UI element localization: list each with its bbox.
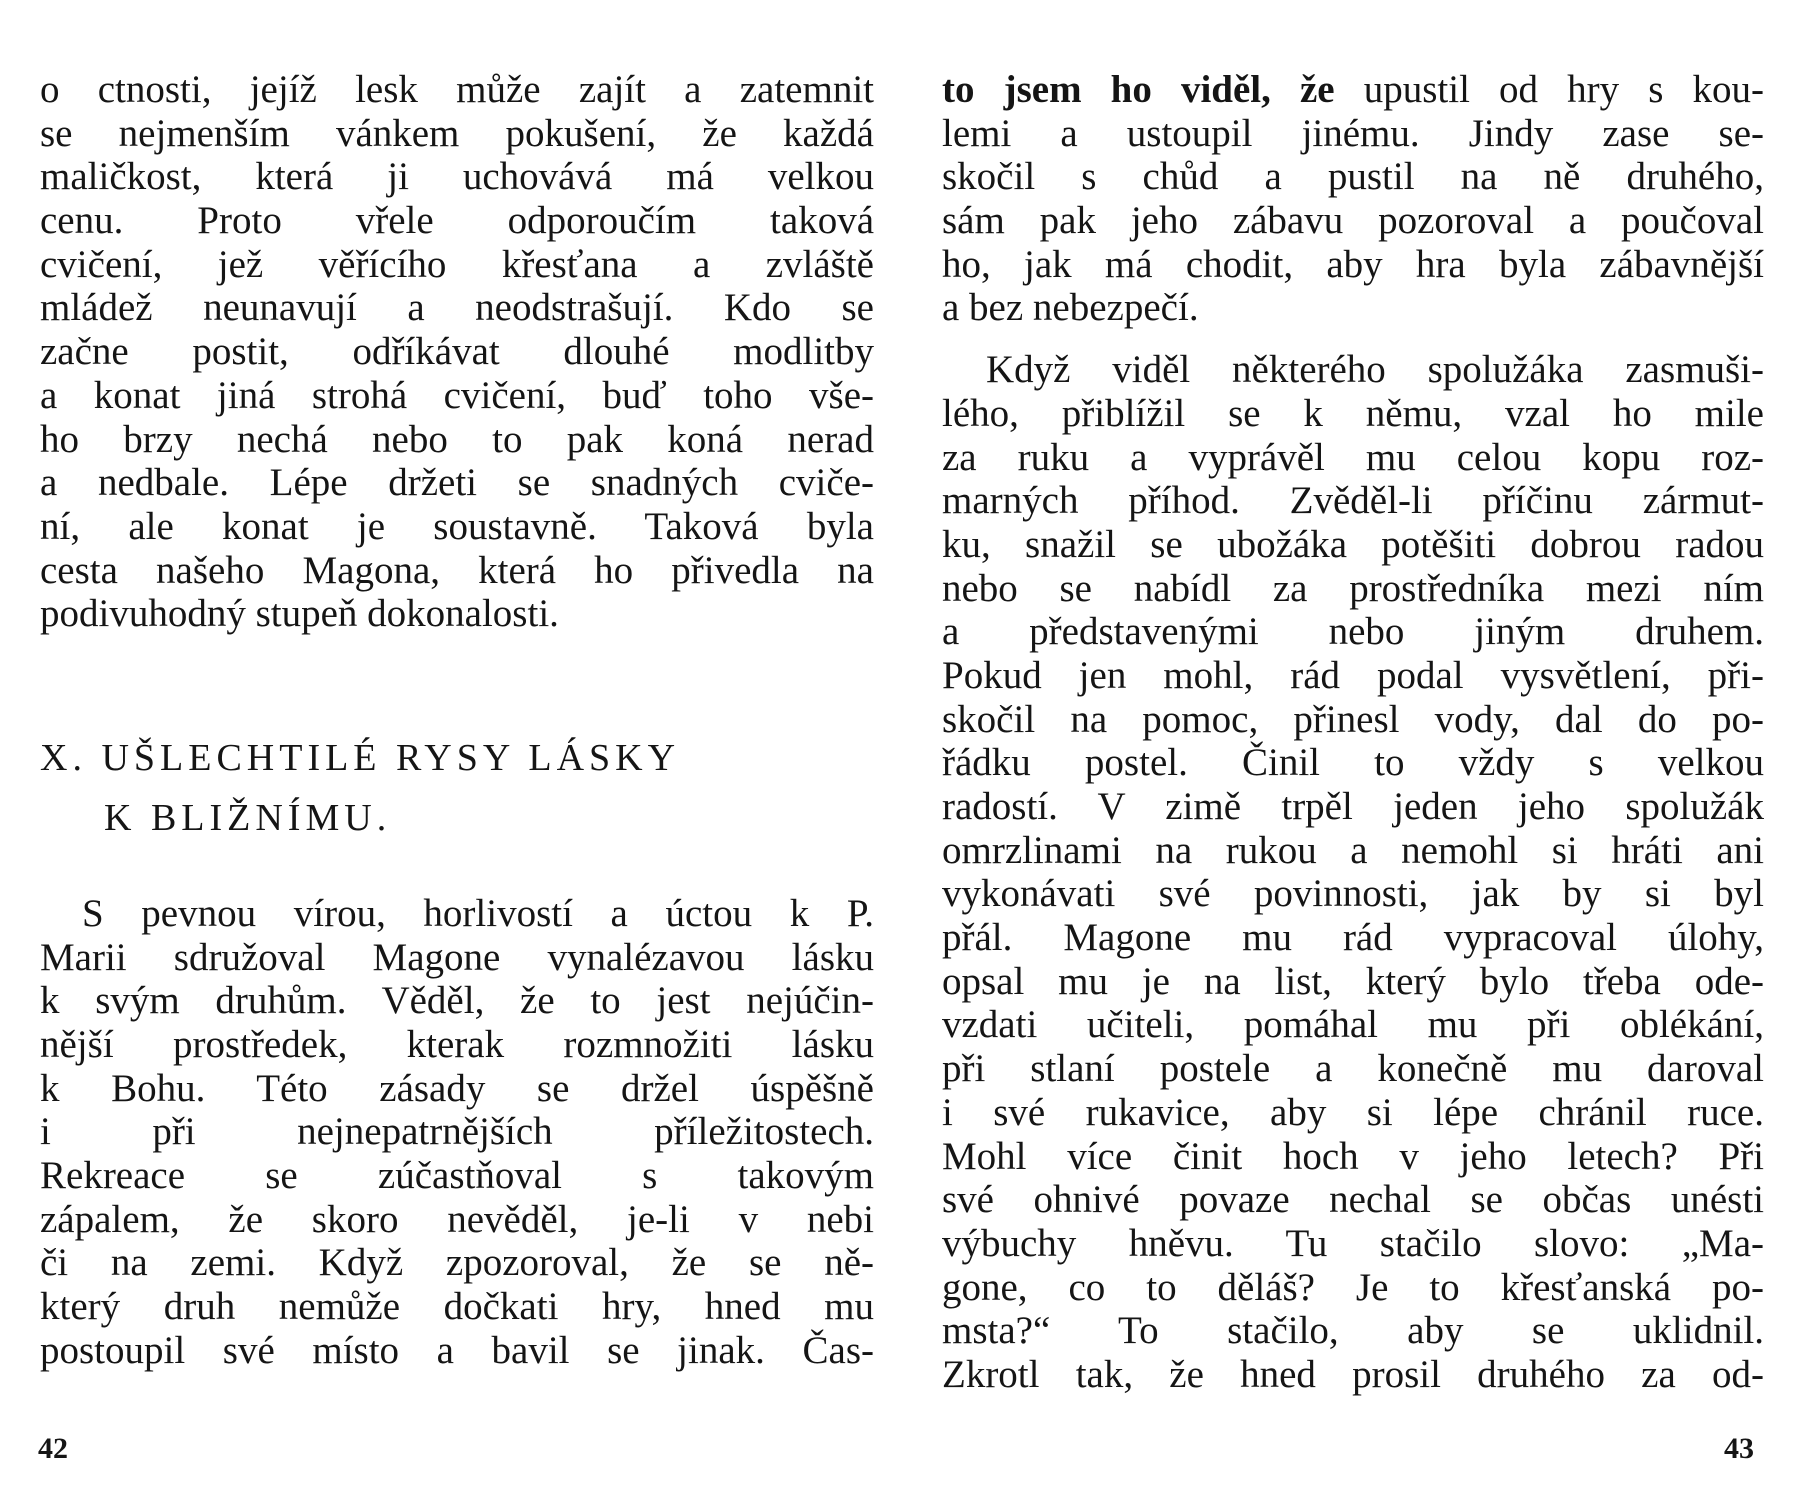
text-line: zápalem, že skoro nevěděl, je-li v nebi [40, 1197, 874, 1241]
text-run: upustil od hry s kou- [1334, 68, 1764, 111]
text-line: či na zemi. Když zpozoroval, že se ně- [40, 1241, 874, 1285]
text-line: a konat jiná strohá cvičení, buď toho vše- [40, 373, 874, 417]
chapter-heading [40, 728, 874, 848]
text-line: cesta našeho Magona, která ho přivedla na [40, 548, 874, 592]
text-line: přál. Magone mu rád vypracoval úlohy, [942, 916, 1764, 960]
text-line [942, 68, 1764, 112]
text-line: a představenými nebo jiným druhem. [942, 610, 1764, 654]
text-line: Zkrotl tak, že hned prosil druhého za od- [942, 1352, 1764, 1396]
left-text-column [40, 68, 874, 1373]
text-line: ho brzy nechá nebo to pak koná nerad [40, 417, 874, 461]
text-line: Pokud jen mohl, rád podal vysvětlení, při- [942, 653, 1764, 697]
text-line: nější prostředek, kterak rozmnožiti lásku [40, 1023, 874, 1066]
paragraph-comforting [942, 348, 1764, 1397]
text-line: podivuhodný stupeň dokonalosti. [40, 592, 559, 636]
text-line: vzdati učiteli, pomáhal mu při oblékání, [942, 1003, 1764, 1047]
text-line: sám pak jeho zábavu pozoroval a poučoval [942, 199, 1764, 243]
page-number: 43 [1724, 1432, 1754, 1465]
text-line: o ctnosti, jejíž lesk může zajít a zatemnit [40, 68, 874, 111]
bold-run: to jsem ho viděl, že [942, 68, 1335, 111]
text-line: ní, ale konat je soustavně. Taková byla [40, 504, 874, 548]
text-line: výbuchy hněvu. Tu stačilo slovo: „Ma- [942, 1221, 1764, 1265]
text-line: omrzlinami na rukou a nemohl si hráti ani [942, 828, 1764, 872]
text-line: gone, co to děláš? Je to křesťanská po- [942, 1265, 1764, 1309]
page-number: 42 [38, 1432, 68, 1465]
text-line: a nedbale. Lépe držeti se snadných cviče- [40, 461, 874, 505]
text-line: své ohnivé povaze nechal se občas unésti [942, 1178, 1764, 1222]
text-line: i své rukavice, aby si lépe chránil ruce. [942, 1090, 1764, 1134]
text-line: nebo se nabídl za prostředníka mezi ním [942, 566, 1764, 610]
text-line: k Bohu. Této zásady se držel úspěšně [40, 1066, 874, 1110]
text-line: cvičení, jež věřícího křesťana a zvláště [40, 242, 874, 286]
text-line: i při nejnepatrnějších příležitostech. [40, 1110, 874, 1154]
text-line: začne postit, odříkávat dlouhé modlitby [40, 330, 874, 374]
text-line: za ruku a vyprávěl mu celou kopu roz- [942, 435, 1764, 479]
paragraph-games [942, 68, 1764, 330]
text-line: mládež neunavují a neodstrašují. Kdo se [40, 286, 874, 330]
text-line: a bez nebezpečí. [942, 286, 1199, 330]
text-line: který druh nemůže dočkati hry, hned mu [40, 1285, 874, 1329]
paragraph-love-of-neighbour [40, 892, 874, 1373]
text-line: řádku postel. Činil to vždy s velkou [942, 741, 1764, 785]
text-line: marných příhod. Zvěděl-li příčinu zármut- [942, 479, 1764, 523]
text-line: postoupil své místo a bavil se jinak. Čas- [40, 1328, 874, 1372]
chapter-heading-line: X. UŠLECHTILÉ RYSY LÁSKY [40, 736, 681, 779]
paragraph-virtue-practice [40, 68, 874, 636]
text-line: Rekreace se zúčastňoval s takovým [40, 1154, 874, 1198]
chapter-heading-line: K BLIŽNÍMU. [104, 796, 392, 839]
text-line: Mohl více činit hoch v jeho letech? Při [942, 1134, 1764, 1178]
text-line: ku, snažil se ubožáka potěšiti dobrou radou [942, 522, 1764, 566]
text-line: se nejmenším vánkem pokušení, že každá [40, 111, 874, 155]
text-line: opsal mu je na list, který bylo třeba ode- [942, 959, 1764, 1003]
text-line: lého, přiblížil se k němu, vzal ho mile [942, 391, 1764, 435]
text-line: skočil na pomoc, přinesl vody, dal do po- [942, 697, 1764, 741]
right-text-column [942, 68, 1764, 1397]
text-line: skočil s chůd a pustil na ně druhého, [942, 155, 1764, 199]
text-line: lemi a ustoupil jinému. Jindy zase se- [942, 111, 1764, 155]
text-line: ho, jak má chodit, aby hra byla zábavnější [942, 242, 1764, 286]
text-line: radostí. V zimě trpěl jeden jeho spolužák [942, 785, 1764, 828]
text-line: vykonávati své povinnosti, jak by si byl [942, 872, 1764, 916]
text-line: maličkost, která ji uchovává má velkou [40, 155, 874, 199]
text-line: cenu. Proto vřele odporoučím taková [40, 199, 874, 243]
text-line: msta?“ To stačilo, aby se uklidnil. [942, 1309, 1764, 1353]
text-line: při stlaní postele a konečně mu daroval [942, 1047, 1764, 1091]
text-line: S pevnou vírou, horlivostí a úctou k P. [82, 891, 874, 935]
text-line: Marii sdružoval Magone vynalézavou lásku [40, 935, 874, 979]
text-line: Když viděl některého spolužáka zasmuši- [986, 348, 1764, 392]
right-page [902, 0, 1804, 1500]
text-line: k svým druhům. Věděl, že to jest nejúčin- [40, 979, 874, 1023]
